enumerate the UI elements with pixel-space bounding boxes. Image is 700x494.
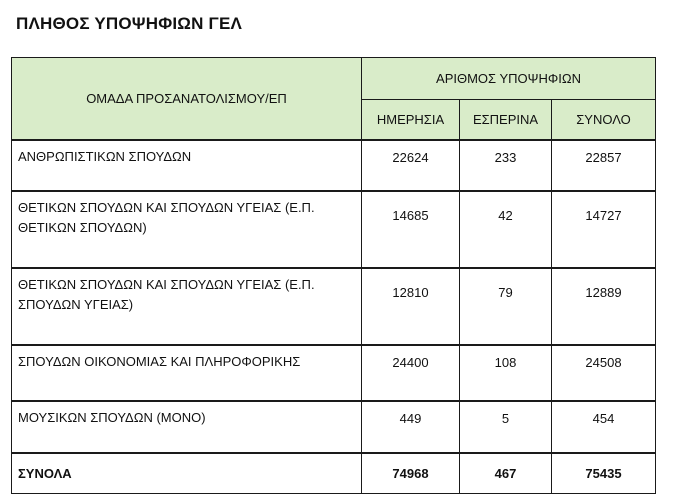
evening-cell: 42 [460, 191, 552, 268]
day-column-header: ΗΜΕΡΗΣΙΑ [362, 99, 460, 140]
category-cell: ΑΝΘΡΩΠΙΣΤΙΚΩΝ ΣΠΟΥΔΩΝ [12, 140, 362, 191]
totals-evening-cell: 467 [460, 453, 552, 494]
table-row [12, 140, 656, 191]
day-cell: 22624 [362, 140, 460, 191]
total-cell: 22857 [552, 140, 656, 191]
total-cell: 14727 [552, 191, 656, 268]
category-column-header: ΟΜΑΔΑ ΠΡΟΣΑΝΑΤΟΛΙΣΜΟΥ/ΕΠ [12, 58, 362, 141]
day-cell: 14685 [362, 191, 460, 268]
day-cell: 449 [362, 401, 460, 453]
candidates-table [11, 57, 656, 494]
evening-cell: 79 [460, 268, 552, 345]
category-cell: ΘΕΤΙΚΩΝ ΣΠΟΥΔΩΝ ΚΑΙ ΣΠΟΥΔΩΝ ΥΓΕΙΑΣ (Ε.Π. ΘΕΤΙΚΩΝ ΣΠΟΥΔΩΝ) [12, 191, 362, 268]
day-cell: 24400 [362, 345, 460, 401]
table-row [12, 191, 656, 268]
total-cell: 12889 [552, 268, 656, 345]
evening-cell: 108 [460, 345, 552, 401]
header-row-group [12, 58, 656, 100]
totals-total-cell: 75435 [552, 453, 656, 494]
category-cell: ΜΟΥΣΙΚΩΝ ΣΠΟΥΔΩΝ (ΜΟΝΟ) [12, 401, 362, 453]
table-row [12, 401, 656, 453]
totals-day-cell: 74968 [362, 453, 460, 494]
evening-cell: 233 [460, 140, 552, 191]
total-cell: 454 [552, 401, 656, 453]
evening-column-header: ΕΣΠΕΡΙΝΑ [460, 99, 552, 140]
table-row [12, 268, 656, 345]
table-row [12, 345, 656, 401]
totals-label: ΣΥΝΟΛΑ [12, 453, 362, 494]
category-cell: ΣΠΟΥΔΩΝ ΟΙΚΟΝΟΜΙΑΣ ΚΑΙ ΠΛΗΡΟΦΟΡΙΚΗΣ [12, 345, 362, 401]
total-column-header: ΣΥΝΟΛΟ [552, 99, 656, 140]
page-title: ΠΛΗΘΟΣ ΥΠΟΨΗΦΙΩΝ ΓΕΛ [16, 14, 243, 33]
totals-row [12, 453, 656, 494]
day-cell: 12810 [362, 268, 460, 345]
total-cell: 24508 [552, 345, 656, 401]
candidates-count-header: ΑΡΙΘΜΟΣ ΥΠΟΨΗΦΙΩΝ [362, 58, 656, 100]
evening-cell: 5 [460, 401, 552, 453]
category-cell: ΘΕΤΙΚΩΝ ΣΠΟΥΔΩΝ ΚΑΙ ΣΠΟΥΔΩΝ ΥΓΕΙΑΣ (Ε.Π. ΣΠΟΥΔΩΝ ΥΓΕΙΑΣ) [12, 268, 362, 345]
